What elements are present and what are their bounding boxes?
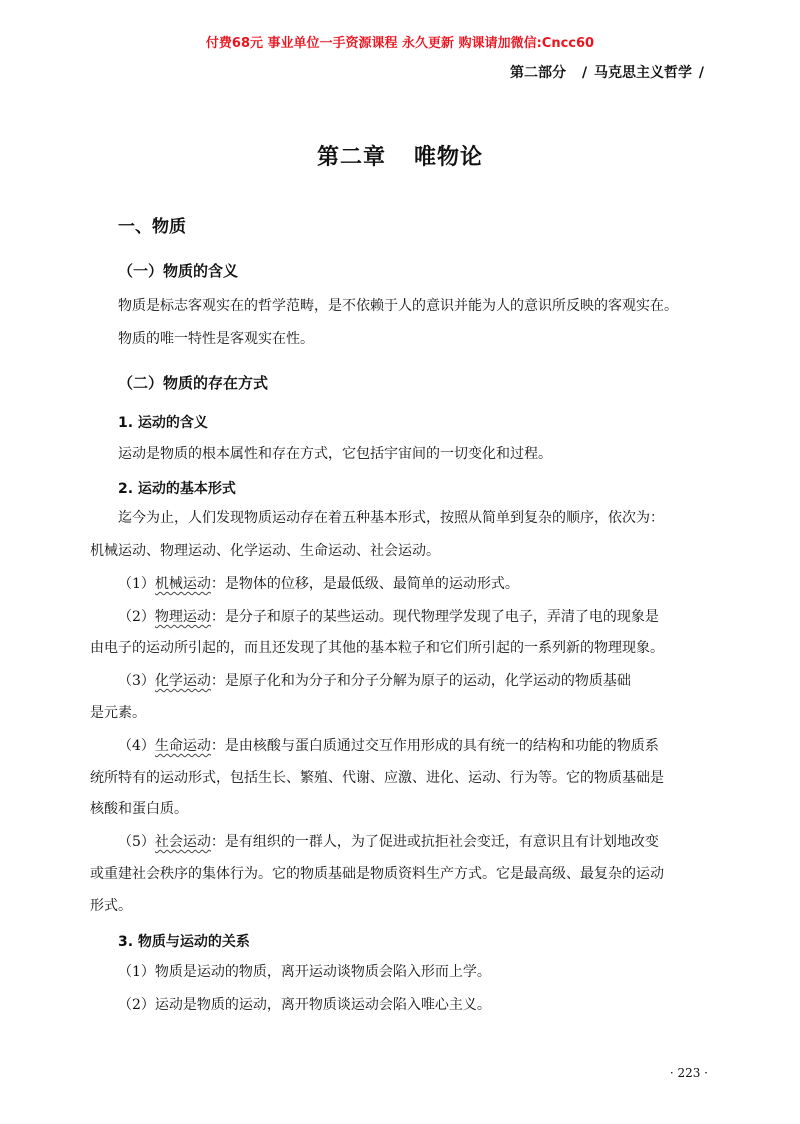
term-physical: 物理运动 — [154, 609, 211, 625]
paragraph-matter-definition: 物质是标志客观实在的哲学范畴，是不依赖于人的意识并能为人的意识所反映的客观实在。 — [118, 298, 678, 314]
heading-motion-meaning: 1. 运动的含义 — [118, 415, 208, 431]
list-item-number: （3） — [118, 673, 155, 689]
list-item-number: （2） — [118, 609, 155, 625]
paragraph-forms-intro-line2: 机械运动、物理运动、化学运动、生命运动、社会运动。 — [90, 543, 440, 559]
list-item-social-line2: 或重建社会秩序的集体行为。它的物质基础是物质资料生产方式。它是最高级、最复杂的运动 — [90, 866, 664, 882]
paragraph-matter-property: 物质的唯一特性是客观实在性。 — [118, 331, 314, 347]
subsection-heading-meaning: （一）物质的含义 — [118, 262, 239, 280]
term-social: 社会运动 — [154, 834, 211, 850]
list-item-social-line3: 形式。 — [90, 898, 132, 914]
relation-item-1: （1）物质是运动的物质，离开运动谈物质会陷入形而上学。 — [118, 964, 491, 980]
list-item-life-line2: 统所特有的运动形式，包括生长、繁殖、代谢、应激、进化、运动、行为等。它的物质基础是 — [90, 770, 664, 786]
list-item-social — [118, 834, 659, 850]
chapter-title — [0, 140, 800, 171]
term-mechanical: 机械运动 — [154, 576, 211, 592]
list-item-text: ：是由核酸与蛋白质通过交互作用形成的具有统一的结构和功能的物质系 — [210, 738, 659, 754]
list-item-text: ：是原子化和为分子和分子分解为原子的运动，化学运动的物质基础 — [210, 673, 631, 689]
list-item-physical-line2: 由电子的运动所引起的，而且还发现了其他的基本粒子和它们所引起的一系列新的物理现象。 — [90, 640, 664, 656]
running-head-part: 第二部分 — [510, 65, 567, 81]
running-head-section: / 马克思主义哲学 / — [582, 65, 704, 81]
paragraph-forms-intro-line1: 迄今为止，人们发现物质运动存在着五种基本形式，按照从简单到复杂的顺序，依次为： — [118, 510, 664, 526]
page-number: · 223 · — [669, 1066, 708, 1080]
list-item-chemical — [118, 673, 631, 689]
relation-item-2: （2）运动是物质的运动，离开物质谈运动会陷入唯心主义。 — [118, 997, 491, 1013]
list-item-physical — [118, 609, 659, 625]
chapter-name: 唯物论 — [414, 145, 484, 170]
running-head — [510, 62, 708, 82]
list-item-number: （5） — [118, 834, 155, 850]
paragraph-motion-meaning: 运动是物质的根本属性和存在方式，它包括宇宙间的一切变化和过程。 — [118, 446, 552, 462]
list-item-text: ：是有组织的一群人，为了促进或抗拒社会变迁，有意识且有计划地改变 — [210, 834, 659, 850]
section-heading-matter: 一、物质 — [118, 217, 186, 237]
chapter-number: 第二章 — [316, 145, 386, 170]
subsection-heading-existence: （二）物质的存在方式 — [118, 374, 269, 392]
list-item-number: （4） — [118, 738, 155, 754]
list-item-text: ：是物体的位移，是最低级、最简单的运动形式。 — [210, 576, 519, 592]
term-life: 生命运动 — [154, 738, 211, 754]
heading-matter-motion-relation: 3. 物质与运动的关系 — [118, 934, 250, 950]
list-item-life-line3: 核酸和蛋白质。 — [90, 801, 188, 817]
list-item-life — [118, 738, 659, 754]
watermark-banner: 付费68元 事业单位一手资源课程 永久更新 购课请加微信:Cncc60 — [205, 36, 595, 51]
list-item-text: ：是分子和原子的某些运动。现代物理学发现了电子，弄清了电的现象是 — [210, 609, 659, 625]
term-chemical: 化学运动 — [154, 673, 211, 689]
list-item-mechanical — [118, 576, 519, 592]
heading-motion-forms: 2. 运动的基本形式 — [118, 481, 236, 497]
list-item-number: （1） — [118, 576, 155, 592]
list-item-chemical-line2: 是元素。 — [90, 705, 146, 721]
